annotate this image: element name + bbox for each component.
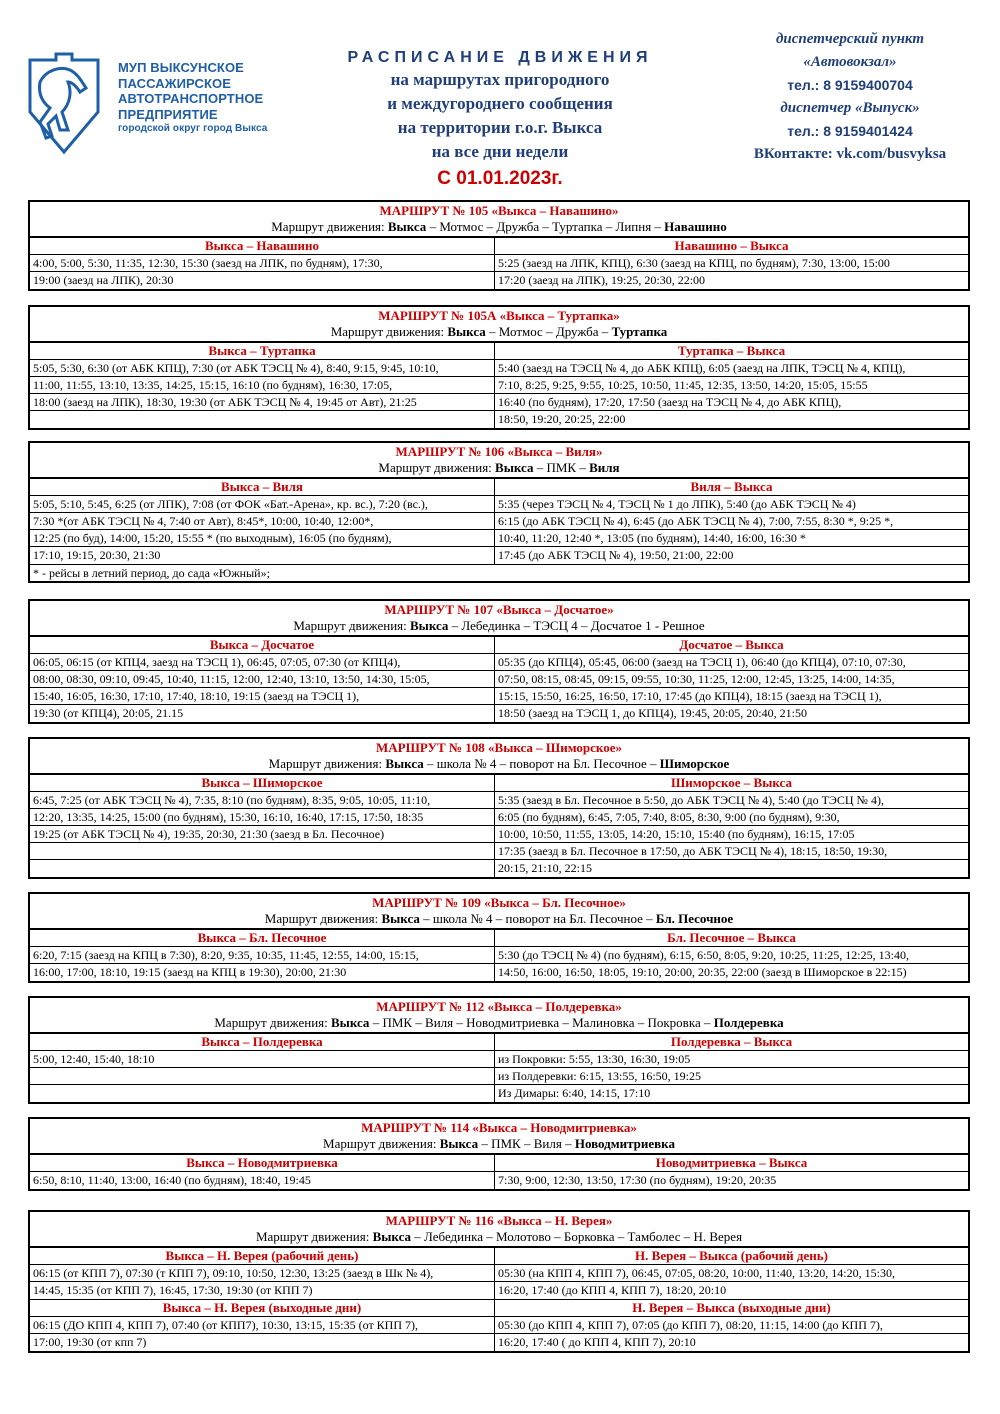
route-path xyxy=(30,219,968,236)
route-table xyxy=(28,441,970,583)
schedule-cell: 06:15 (от КПП 7), 07:30 (т КПП 7), 09:10, 10:50, 12:30, 13:25 (заезд в Шк № 4), xyxy=(30,1265,495,1282)
route-stop: Полдеревка xyxy=(713,1015,784,1030)
direction-header: Шиморское – Выкса xyxy=(495,775,968,792)
route-stop: – ПМК – Виля – Новодмитриевка – Малиновка – Покровка – xyxy=(369,1015,714,1030)
route-title: МАРШРУТ № 112 «Выкса – Полдеревка» xyxy=(376,999,622,1014)
direction-header: Н. Верея – Выкса (рабочий день) xyxy=(495,1248,968,1265)
schedule-grid xyxy=(30,477,968,564)
direction-header: Полдеревка – Выкса xyxy=(495,1034,968,1051)
schedule-cell: 20:15, 21:10, 22:15 xyxy=(498,861,593,875)
direction-header: Выкса – Шиморское xyxy=(30,775,495,792)
schedule-cell: 15:15, 15:50, 16:25, 16:50, 17:10, 17:45 (до КПЦ4), 18:15 (заезд на ТЭСЦ 1), xyxy=(495,688,968,705)
schedule-cell xyxy=(30,1085,495,1102)
route-note: * - рейсы в летний период, до сада «Южный»; xyxy=(30,564,968,581)
schedule-cell: 6:05 (по будням), 6:45, 7:05, 7:40, 8:05, 8:30, 9:00 (по будням), 9:30, xyxy=(495,809,968,826)
schedule-grid xyxy=(30,341,968,428)
title-line: и междугороднего сообщения xyxy=(387,94,613,113)
schedule-cell: 7:10, 8:25, 9:25, 9:55, 10:25, 10:50, 11:45, 12:35, 13:50, 14:20, 15:05, 15:55 xyxy=(495,377,968,394)
route-stop: Маршрут движения: xyxy=(323,1136,440,1151)
schedule-cell: 19:25 (от АБК ТЭСЦ № 4), 19:35, 20:30, 21:30 (заезд в Бл. Песочное) xyxy=(30,826,495,843)
schedule-cell: 16:20, 17:40 ( до КПП 4, КПП 7), 20:10 xyxy=(498,1335,696,1349)
schedule-title: РАСПИСАНИЕ ДВИЖЕНИЯ xyxy=(347,49,653,66)
route-stop: Выкса xyxy=(447,324,486,339)
route-stop: Выкса xyxy=(385,756,424,771)
schedule-cell: 5:35 (заезд в Бл. Песочное в 5:50, до АБК ТЭСЦ № 4), 5:40 (до ТЭСЦ № 4), xyxy=(495,792,968,809)
direction-header: Навашино – Выкса xyxy=(495,238,968,255)
route-stop: Маршрут движения: xyxy=(214,1015,332,1030)
route-stop: Маршрут движения: xyxy=(293,618,410,633)
direction-header: Выкса – Туртапка xyxy=(30,343,495,360)
title-line: на территории г.о.г. Выкса xyxy=(397,118,603,137)
route-title: МАРШРУТ № 114 «Выкса – Новодмитриевка» xyxy=(361,1120,637,1135)
org-subtitle: городской округ город Выкса xyxy=(118,123,268,134)
direction-header: Выкса – Виля xyxy=(30,479,495,496)
schedule-cell: 05:35 (до КПЦ4), 05:45, 06:00 (заезд на ТЭСЦ 1), 06:40 (до КПЦ4), 07:10, 07:30, xyxy=(495,654,968,671)
route-title: МАРШРУТ № 107 «Выкса – Досчатое» xyxy=(384,602,614,617)
schedule-cell: 14:50, 16:00, 16:50, 18:05, 19:10, 20:00, 20:35, 22:00 (заезд в Шиморское в 22:15) xyxy=(498,965,907,979)
schedule-cell: 5:35 (через ТЭСЦ № 4, ТЭСЦ № 1 до ЛПК), 5:40 (до АБК ТЭСЦ № 4) xyxy=(495,496,968,513)
schedule-cell: 6:45, 7:25 (от АБК ТЭСЦ № 4), 7:35, 8:10 (по будням), 8:35, 9:05, 10:05, 11:10, xyxy=(30,792,495,809)
schedule-cell: 17:35 (заезд в Бл. Песочное в 17:50, до АБК ТЭСЦ № 4), 18:15, 18:50, 19:30, xyxy=(495,843,968,860)
route-title: МАРШРУТ № 106 «Выкса – Виля» xyxy=(395,444,603,459)
org-line: ПАССАЖИРСКОЕ xyxy=(118,75,231,91)
direction-header: Выкса – Новодмитриевка xyxy=(30,1155,495,1172)
org-line: АВТОТРАНСПОРТНОЕ xyxy=(118,91,264,106)
page-header xyxy=(0,0,1000,195)
route-table xyxy=(28,1117,970,1191)
route-stop: Выкса xyxy=(439,1136,479,1151)
phone-number[interactable]: тел.: 8 9159400704 xyxy=(787,77,913,93)
route-stop: Выкса xyxy=(372,1229,412,1244)
route-title: МАРШРУТ № 108 «Выкса – Шиморское» xyxy=(376,740,622,755)
schedule-cell: 18:00 (заезд на ЛПК), 18:30, 19:30 (от АБК ТЭСЦ № 4, 19:45 от Авт), 21:25 xyxy=(30,394,495,411)
schedule-cell: 12:20, 13:35, 14:25, 15:00 (по будням), 15:30, 16:10, 16:40, 17:15, 17:50, 18:35 xyxy=(30,809,495,826)
horse-logo-icon xyxy=(26,52,102,156)
schedule-cell: из Полдеревки: 6:15, 13:55, 16:50, 19:25 xyxy=(495,1068,968,1085)
route-stop: Маршрут движения: xyxy=(271,219,388,234)
direction-header: Выкса – Бл. Песочное xyxy=(30,930,495,947)
schedule-cell: 17:00, 19:30 (от кпп 7) xyxy=(30,1334,495,1351)
direction-header: Новодмитриевка – Выкса xyxy=(495,1155,968,1172)
organization-name xyxy=(118,60,267,135)
route-table xyxy=(28,200,970,291)
route-path xyxy=(30,911,968,928)
org-line: МУП ВЫКСУНСКОЕ xyxy=(118,60,244,75)
route-stop: Выкса xyxy=(495,460,534,475)
schedule-cell: 17:45 (до АБК ТЭСЦ № 4), 19:50, 21:00, 22:00 xyxy=(498,548,734,562)
schedule-cell: 08:00, 08:30, 09:10, 09:45, 10:40, 11:15, 12:00, 12:40, 13:10, 13:50, 14:30, 15:05, xyxy=(30,671,495,688)
schedule-cell: из Покровки: 5:55, 13:30, 16:30, 19:05 xyxy=(495,1051,968,1068)
route-path xyxy=(30,1229,968,1246)
route-path xyxy=(30,1136,968,1153)
schedule-cell: 18:50, 19:20, 20:25, 22:00 xyxy=(498,412,626,426)
direction-header: Досчатое – Выкса xyxy=(495,637,968,654)
schedule-cell: 5:05, 5:30, 6:30 (от АБК КПЦ), 7:30 (от АБК ТЭСЦ № 4), 8:40, 9:15, 9:45, 10:10, xyxy=(30,360,495,377)
route-path xyxy=(30,460,968,477)
phone-number[interactable]: тел.: 8 9159401424 xyxy=(787,123,913,139)
route-table xyxy=(28,599,970,724)
schedule-grid xyxy=(30,773,968,877)
route-path xyxy=(30,1015,968,1032)
schedule-cell: 18:50 (заезд на ТЭСЦ 1, до КПЦ4), 19:45, 20:05, 20:40, 21:50 xyxy=(498,706,807,720)
route-stop: Маршрут движения: xyxy=(255,1229,373,1244)
route-stop: Шиморское xyxy=(659,756,730,771)
schedule-cell: 11:00, 11:55, 13:10, 13:35, 14:25, 15:15, 16:10 (по будням), 16:30, 17:05, xyxy=(30,377,495,394)
schedule-cell xyxy=(30,843,495,860)
schedule-cell: 5:05, 5:10, 5:45, 6:25 (от ЛПК), 7:08 (от ФОК «Бат.-Арена», кр. вс.), 7:20 (вс.), xyxy=(30,496,495,513)
dispatch-label: диспетчер «Выпуск» xyxy=(780,100,920,116)
schedule-grid xyxy=(30,1032,968,1102)
schedule-cell: 05:30 (до КПП 4, КПП 7), 07:05 (до КПП 7), 08:20, 11:15, 14:00 (до КПП 7), xyxy=(495,1317,968,1334)
direction-header: Бл. Песочное – Выкса xyxy=(495,930,968,947)
schedule-cell: 5:25 (заезд на ЛПК, КПЦ), 6:30 (заезд на КПЦ, по будням), 7:30, 13:00, 15:00 xyxy=(495,255,968,272)
route-title: МАРШРУТ № 105А «Выкса – Туртапка» xyxy=(378,308,620,323)
route-stop: – Мотмос – Дружба – Туртапка – Липня – xyxy=(426,219,665,234)
title-line: на все дни недели xyxy=(431,142,569,161)
schedule-cell: 06:05, 06:15 (от КПЦ4, заезд на ТЭСЦ 1), 06:45, 07:05, 07:30 (от КПЦ4), xyxy=(30,654,495,671)
schedule-cell xyxy=(30,1068,495,1085)
schedule-cell: 7:30 *(от АБК ТЭСЦ № 4, 7:40 от Авт), 8:45*, 10:00, 10:40, 12:00*, xyxy=(30,513,495,530)
schedule-cell: 07:50, 08:15, 08:45, 09:15, 09:55, 10:30, 11:25, 12:00, 12:45, 13:25, 14:00, 14:35, xyxy=(495,671,968,688)
schedule-grid xyxy=(30,928,968,981)
schedule-cell xyxy=(30,860,495,877)
route-stop: – школа № 4 – поворот на Бл. Песочное – xyxy=(419,911,656,926)
direction-header: Туртапка – Выкса xyxy=(495,343,968,360)
route-stop: Бл. Песочное xyxy=(655,911,734,926)
schedule-cell: 6:50, 8:10, 11:40, 13:00, 16:40 (по будням), 18:40, 19:45 xyxy=(30,1172,495,1189)
route-stop: Выкса xyxy=(381,911,420,926)
direction-header: Выкса – Н. Верея (рабочий день) xyxy=(30,1248,495,1265)
schedule-cell: 19:00 (заезд на ЛПК), 20:30 xyxy=(30,272,495,289)
schedule-cell: 06:15 (ДО КПП 4, КПП 7), 07:40 (от КПП7), 10:30, 13:15, 15:35 (от КПП 7), xyxy=(30,1317,495,1334)
route-stop: Маршрут движения: xyxy=(330,324,448,339)
schedule-grid xyxy=(30,236,968,289)
route-title: МАРШРУТ № 105 «Выкса – Навашино» xyxy=(379,203,619,218)
direction-header: Выкса – Полдеревка xyxy=(30,1034,495,1051)
schedule-grid xyxy=(30,635,968,722)
route-stop: Виля xyxy=(589,460,620,475)
schedule-cell: 17:10, 19:15, 20:30, 21:30 xyxy=(30,547,495,564)
route-stop: – ПМК – Виля – xyxy=(478,1136,575,1151)
route-stop: Новодмитриевка xyxy=(574,1136,675,1151)
schedule-cell: 12:25 (по буд), 14:00, 15:20, 15:55 * (по выходным), 16:05 (по будням), xyxy=(30,530,495,547)
effective-date: С 01.01.2023г. xyxy=(437,168,563,189)
route-table xyxy=(28,305,970,430)
schedule-cell: 14:45, 15:35 (от КПП 7), 16:45, 17:30, 19:30 (от КПП 7) xyxy=(30,1282,495,1299)
direction-header: Выкса – Навашино xyxy=(30,238,495,255)
route-stop: – Мотмос – Дружба – xyxy=(485,324,612,339)
schedule-cell: 6:20, 7:15 (заезд на КПЦ в 7:30), 8:20, 9:35, 10:35, 11:45, 12:55, 14:00, 15:15, xyxy=(30,947,495,964)
schedule-cell: 15:40, 16:05, 16:30, 17:10, 17:40, 18:10, 19:15 (заезд на ТЭСЦ 1), xyxy=(30,688,495,705)
route-stop: – школа № 4 – поворот на Бл. Песочное – xyxy=(423,756,660,771)
schedule-cell: 5:40 (заезд на ТЭСЦ № 4, до АБК КПЦ), 6:05 (заезд на ЛПК, ТЭСЦ № 4, КПЦ), xyxy=(495,360,968,377)
route-stop: Выкса xyxy=(331,1015,370,1030)
schedule-grid xyxy=(30,1246,968,1299)
schedule-title-block xyxy=(300,48,700,192)
route-stop: – Лебединка – ТЭСЦ 4 – Досчатое 1 - Решное xyxy=(448,618,705,633)
schedule-cell: 05:30 (на КПП 4, КПП 7), 06:45, 07:05, 08:20, 10:00, 11:40, 13:20, 14:20, 15:30, xyxy=(495,1265,968,1282)
schedule-grid xyxy=(30,1299,968,1351)
schedule-cell: 5:00, 12:40, 15:40, 18:10 xyxy=(30,1051,495,1068)
title-line: на маршрутах пригородного xyxy=(390,70,610,89)
schedule-cell: 16:20, 17:40 (до КПП 4, КПП 7), 18:20, 20:10 xyxy=(498,1283,727,1297)
route-title: МАРШРУТ № 109 «Выкса – Бл. Песочное» xyxy=(372,895,626,910)
route-title: МАРШРУТ № 116 «Выкса – Н. Верея» xyxy=(385,1213,613,1228)
schedule-cell: 16:00, 17:00, 18:10, 19:15 (заезд на КПЦ в 19:30), 20:00, 21:30 xyxy=(30,964,495,981)
schedule-cell: 10:40, 11:20, 12:40 *, 13:05 (по будням), 14:40, 16:00, 16:30 * xyxy=(495,530,968,547)
route-stop: – ПМК – xyxy=(533,460,590,475)
route-stop: Навашино xyxy=(664,219,727,234)
schedule-cell: 5:30 (до ТЭСЦ № 4) (по будням), 6:15, 6:50, 8:05, 9:20, 10:25, 11:25, 12:25, 13:40, xyxy=(495,947,968,964)
route-stop: – Лебединка – Молотово – Борковка – Тамболес – Н. Верея xyxy=(411,1229,743,1244)
route-table xyxy=(28,996,970,1104)
route-path xyxy=(30,324,968,341)
route-path xyxy=(30,756,968,773)
route-stop: Туртапка xyxy=(611,324,668,339)
schedule-cell xyxy=(30,411,495,428)
contacts-block xyxy=(720,28,980,166)
schedule-cell: Из Димары: 6:40, 14:15, 17:10 xyxy=(498,1086,651,1100)
route-stop: Маршрут движения: xyxy=(264,911,382,926)
route-stop: Маршрут движения: xyxy=(378,460,496,475)
vk-link[interactable]: ВКонтакте: vk.com/busvyksa xyxy=(753,146,947,162)
schedule-cell: 6:15 (до АБК ТЭСЦ № 4), 6:45 (до АБК ТЭСЦ № 4), 7:00, 7:55, 8:30 *, 9:25 *, xyxy=(495,513,968,530)
route-path xyxy=(30,618,968,635)
direction-header: Виля – Выкса xyxy=(495,479,968,496)
schedule-cell: 19:30 (от КПЦ4), 20:05, 21.15 xyxy=(30,705,495,722)
route-stop: Выкса xyxy=(410,618,449,633)
schedule-cell: 17:20 (заезд на ЛПК), 19:25, 20:30, 22:00 xyxy=(498,273,706,287)
schedule-cell: 7:30, 9:00, 12:30, 13:50, 17:30 (по будням), 19:20, 20:35 xyxy=(498,1173,777,1187)
schedule-cell: 4:00, 5:00, 5:30, 11:35, 12:30, 15:30 (заезд на ЛПК, по будням), 17:30, xyxy=(30,255,495,272)
schedule-cell: 10:00, 10:50, 11:55, 13:05, 14:20, 15:10, 15:40 (по будням), 16:15, 17:05 xyxy=(495,826,968,843)
route-stop: Маршрут движения: xyxy=(268,756,386,771)
schedule-grid xyxy=(30,1153,968,1189)
direction-header: Выкса – Н. Верея (выходные дни) xyxy=(30,1300,495,1317)
direction-header: Выкса – Досчатое xyxy=(30,637,495,654)
dispatch-name: «Автовокзал» xyxy=(803,54,897,70)
direction-header: Н. Верея – Выкса (выходные дни) xyxy=(495,1300,968,1317)
dispatch-label: диспетчерский пункт xyxy=(775,31,925,47)
route-stop: Выкса xyxy=(387,219,427,234)
route-table xyxy=(28,1210,970,1353)
route-table xyxy=(28,737,970,879)
route-table xyxy=(28,892,970,983)
schedule-cell: 16:40 (по будням), 17:20, 17:50 (заезд на ТЭСЦ № 4, до АБК КПЦ), xyxy=(495,394,968,411)
org-line: ПРЕДПРИЯТИЕ xyxy=(118,106,218,122)
